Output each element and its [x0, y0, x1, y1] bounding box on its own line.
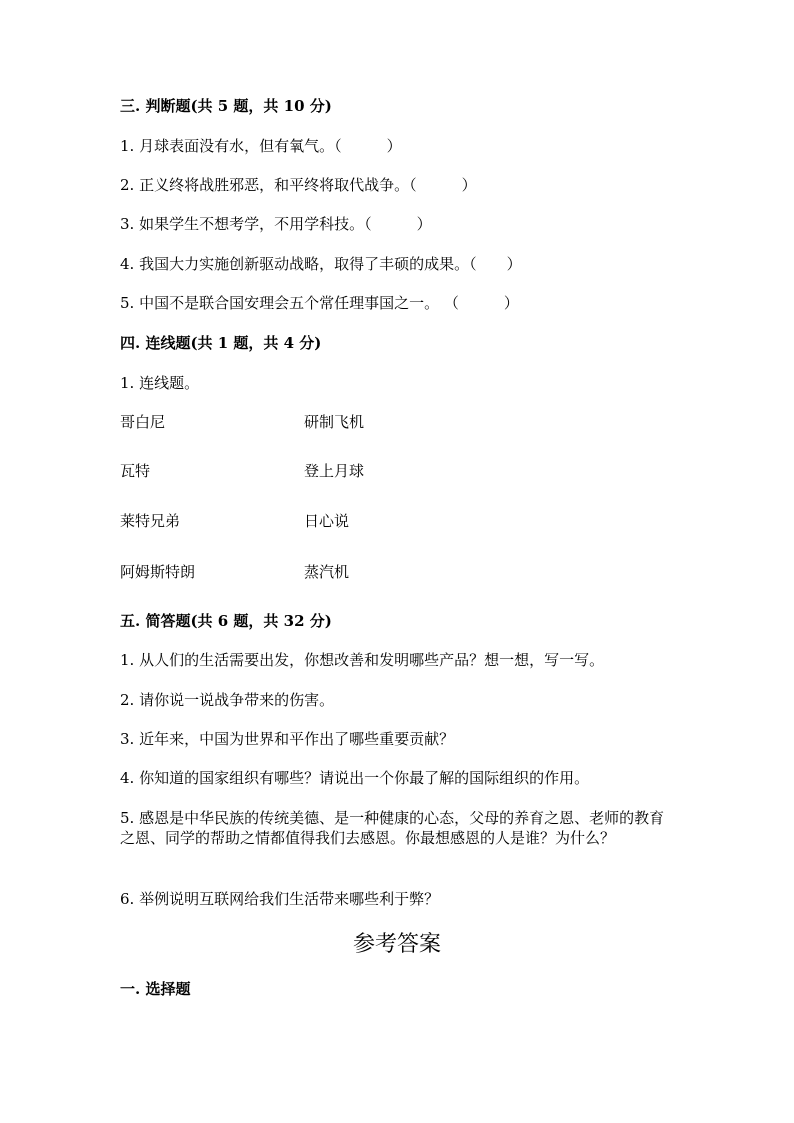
match-right-item: 日心说: [304, 512, 350, 530]
matching-question: 1. 连线题。: [120, 374, 200, 392]
sa-question-1: 1. 从人们的生活需要出发，你想改善和发明哪些产品？想一想，写一写。: [120, 651, 605, 669]
match-left-item: 瓦特: [120, 462, 151, 480]
answers-title: 参考答案: [352, 932, 441, 957]
tf-question-3: 3. 如果学生不想考学，不用学科技。（ ）: [120, 215, 432, 233]
tf-question-2: 2. 正义终将战胜邪恶，和平终将取代战争。（ ）: [120, 176, 477, 194]
match-left-item: 莱特兄弟: [120, 512, 181, 530]
sa-question-6: 6. 举例说明互联网给我们生活带来哪些利于弊？: [120, 890, 440, 908]
sa-question-3: 3. 近年来，中国为世界和平作出了哪些重要贡献？: [120, 730, 455, 748]
match-right-item: 蒸汽机: [304, 563, 350, 581]
sa-question-2: 2. 请你说一说战争带来的伤害。: [120, 691, 335, 709]
sa-question-4: 4. 你知道的国家组织有哪些？请说出一个你最了解的国际组织的作用。: [120, 769, 590, 787]
answers-section1-heading: 一. 选择题: [120, 980, 191, 998]
match-left-item: 阿姆斯特朗: [120, 563, 196, 581]
match-right-item: 研制飞机: [304, 413, 365, 431]
match-right-item: 登上月球: [304, 462, 365, 480]
section5-heading: 五. 简答题(共 6 题，共 32 分): [120, 612, 332, 630]
tf-question-4: 4. 我国大力实施创新驱动战略，取得了丰硕的成果。（ ）: [120, 255, 522, 273]
match-left-item: 哥白尼: [120, 413, 166, 431]
section3-heading: 三. 判断题(共 5 题，共 10 分): [120, 97, 332, 115]
sa-question-5: 5. 感恩是中华民族的传统美德、是一种健康的心态，父母的养育之恩、老师的教育之恩、同学的帮助之情都值得我们去感恩。你最想感恩的人是谁？为什么？: [120, 809, 665, 847]
tf-question-5: 5. 中国不是联合国安理会五个常任理事国之一。 （ ）: [120, 294, 519, 312]
section4-heading: 四. 连线题(共 1 题，共 4 分): [120, 334, 322, 352]
tf-question-1: 1. 月球表面没有水，但有氧气。（ ）: [120, 137, 402, 155]
